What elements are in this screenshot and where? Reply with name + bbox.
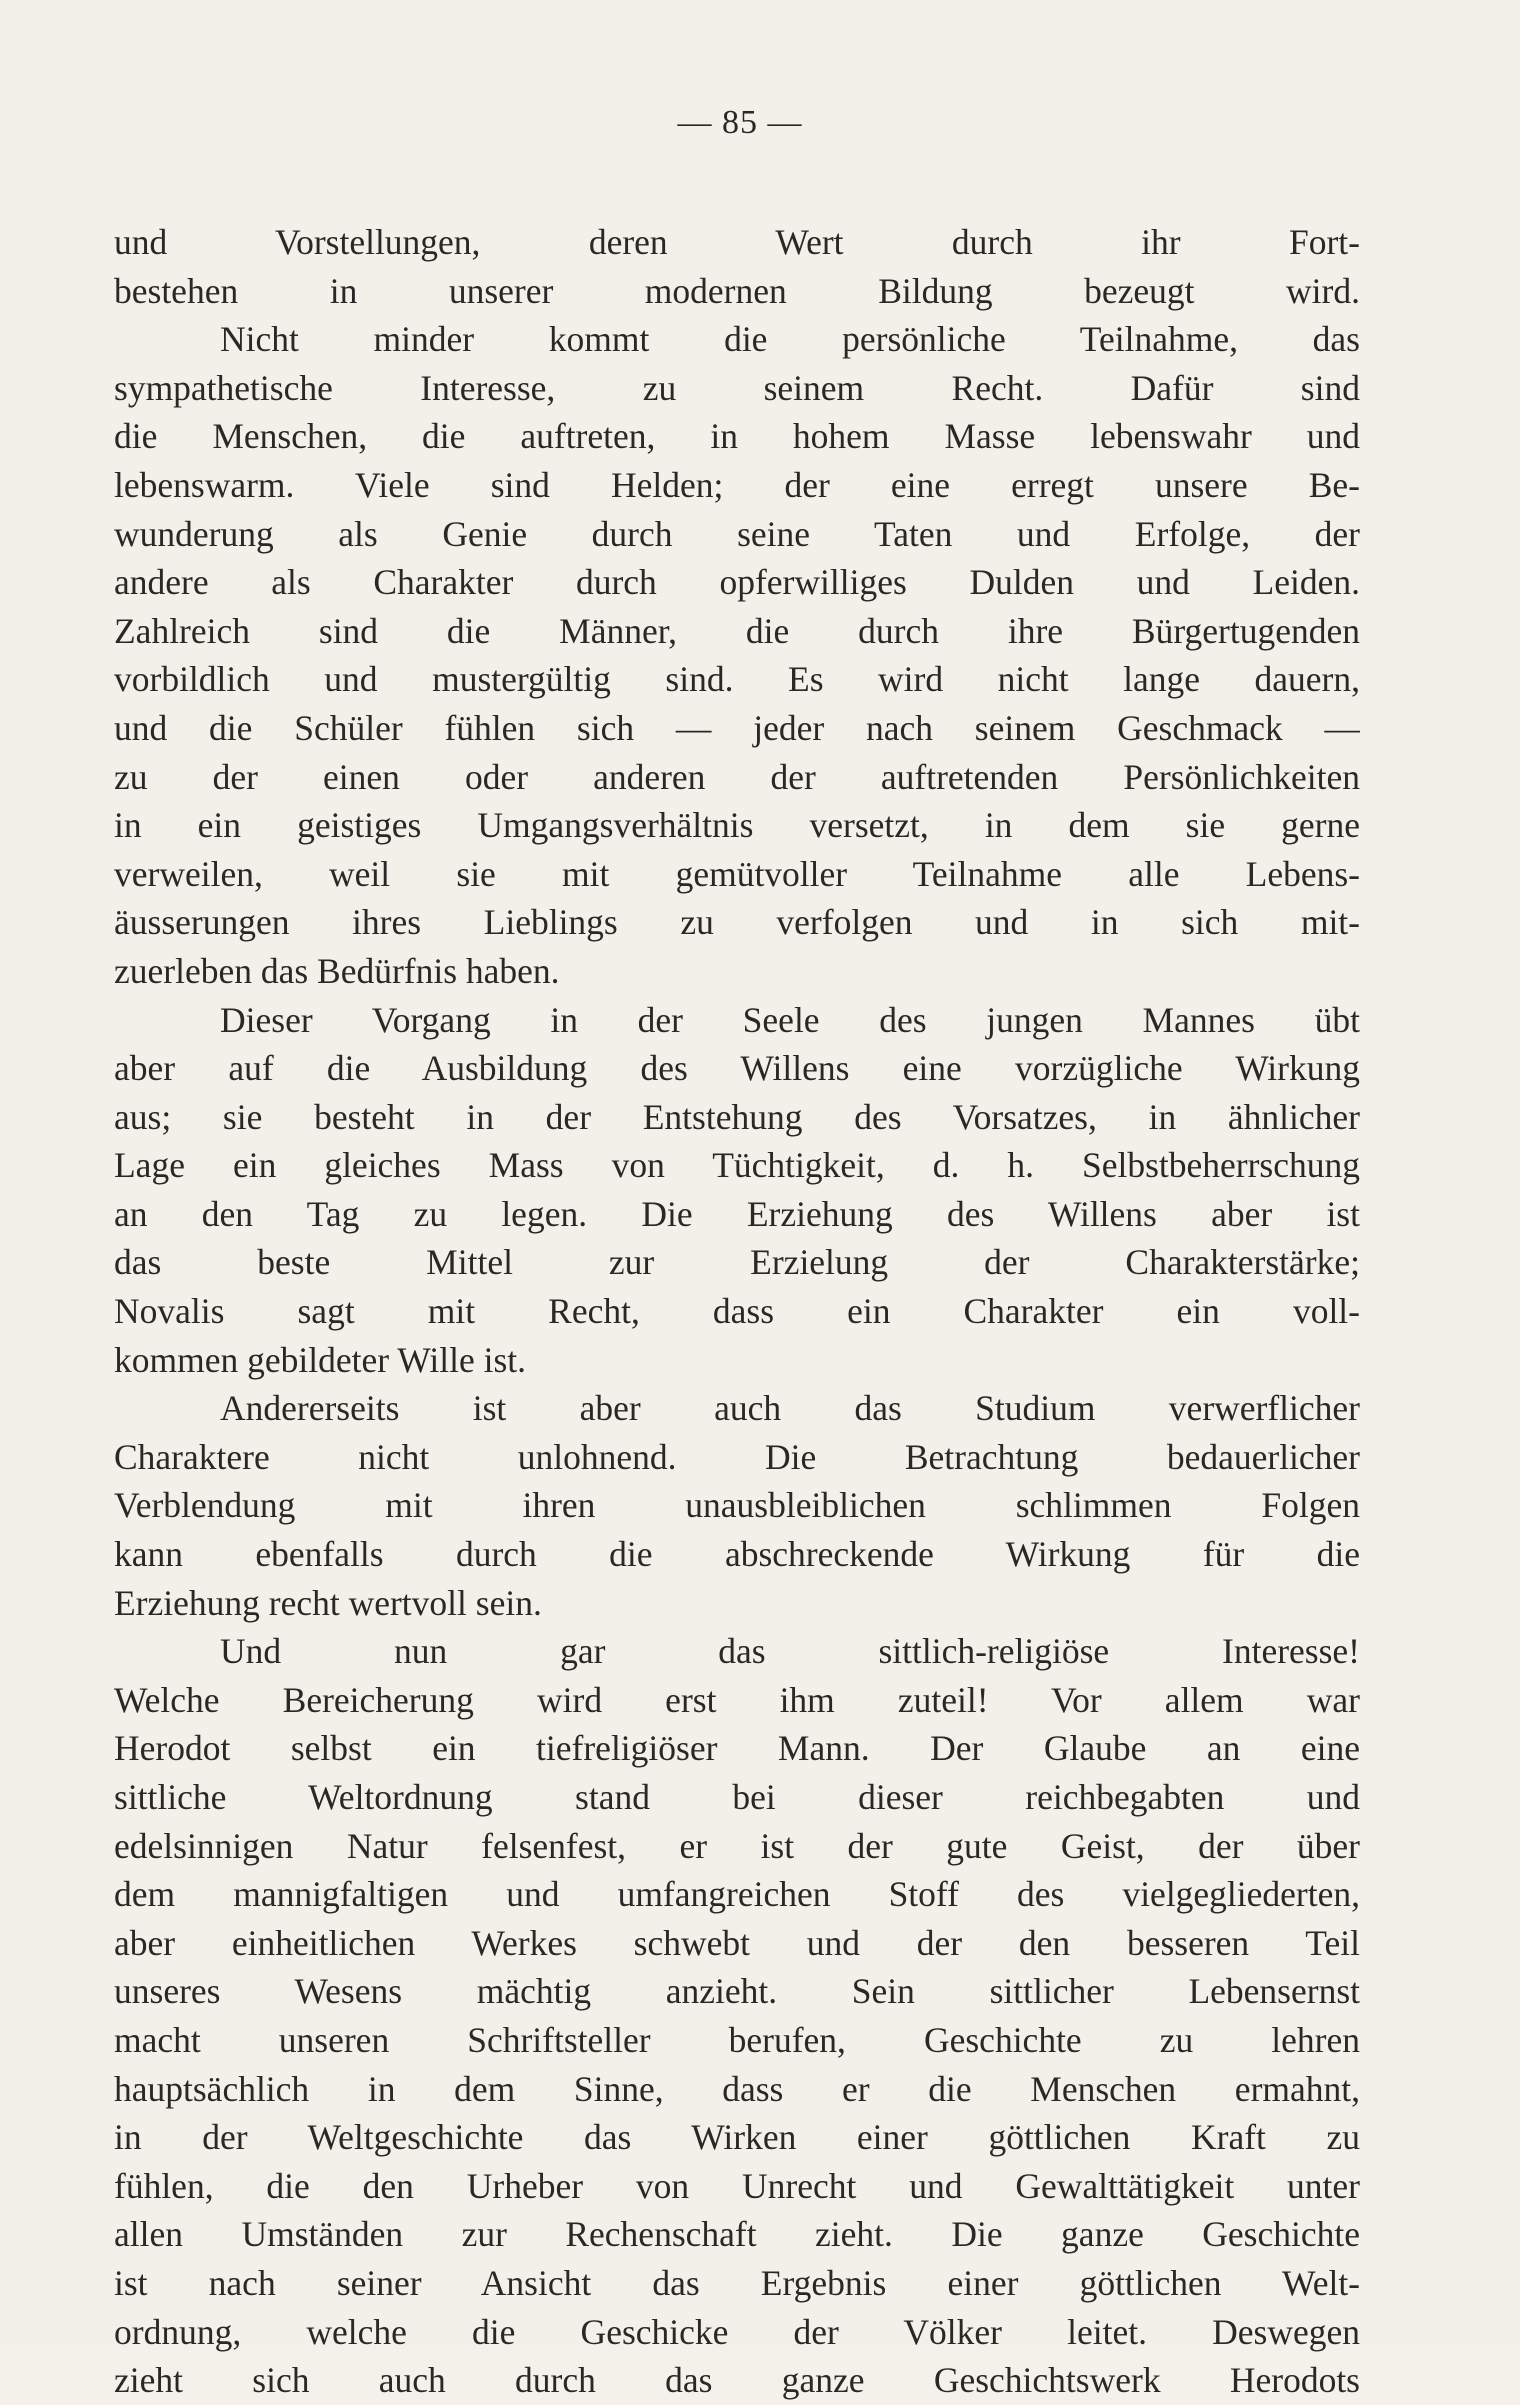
text-line: wunderung als Genie durch seine Taten und Erfolge, der	[114, 513, 1360, 554]
text-line: lebenswarm. Viele sind Helden; der eine erregt unsere Be-	[114, 464, 1360, 505]
body-text	[114, 218, 1360, 2405]
text-line: in ein geistiges Umgangsverhältnis versetzt, in dem sie gerne	[114, 805, 1360, 846]
text-line: an den Tag zu legen. Die Erziehung des Willens aber ist	[114, 1193, 1360, 1234]
text-line: verweilen, weil sie mit gemütvoller Teilnahme alle Lebens-	[114, 853, 1360, 894]
text-line: bestehen in unserer modernen Bildung bezeugt wird.	[114, 270, 1360, 311]
text-line: die Menschen, die auftreten, in hohem Masse lebenswahr und	[114, 416, 1360, 457]
text-line: Andererseits ist aber auch das Studium verwerflicher	[220, 1388, 1360, 1429]
text-line: in der Weltgeschichte das Wirken einer göttlichen Kraft zu	[114, 2117, 1360, 2158]
text-line: ist nach seiner Ansicht das Ergebnis einer göttlichen Welt-	[114, 2262, 1360, 2303]
text-line: äusserungen ihres Lieblings zu verfolgen und in sich mit-	[114, 902, 1360, 943]
text-line: Nicht minder kommt die persönliche Teilnahme, das	[220, 319, 1360, 360]
text-line: zu der einen oder anderen der auftretenden Persönlichkeiten	[114, 756, 1360, 797]
text-line: allen Umständen zur Rechenschaft zieht. Die ganze Geschichte	[114, 2214, 1360, 2255]
page-number: — 85 —	[677, 104, 803, 141]
text-line: aber auf die Ausbildung des Willens eine vorzügliche Wirkung	[114, 1048, 1360, 1089]
text-line: Zahlreich sind die Männer, die durch ihre Bürgertugenden	[114, 610, 1360, 651]
text-line: andere als Charakter durch opferwilliges Dulden und Leiden.	[114, 562, 1360, 603]
text-line: ordnung, welche die Geschicke der Völker leitet. Deswegen	[114, 2311, 1360, 2352]
text-line: aber einheitlichen Werkes schwebt und der den besseren Teil	[114, 1922, 1360, 1963]
text-line: kommen gebildeter Wille ist.	[114, 1339, 526, 1380]
text-line: Dieser Vorgang in der Seele des jungen Mannes übt	[220, 999, 1360, 1040]
text-line: zuerleben das Bedürfnis haben.	[114, 950, 560, 991]
text-line: unseres Wesens mächtig anzieht. Sein sittlicher Lebensernst	[114, 1971, 1360, 2012]
text-line: zieht sich auch durch das ganze Geschichtswerk Herodots	[114, 2360, 1360, 2401]
text-line: aus; sie besteht in der Entstehung des Vorsatzes, in ähnlicher	[114, 1096, 1360, 1137]
text-line: kann ebenfalls durch die abschreckende Wirkung für die	[114, 1534, 1360, 1575]
text-line: Erziehung recht wertvoll sein.	[114, 1582, 542, 1623]
text-line: und die Schüler fühlen sich — jeder nach seinem Geschmack —	[114, 707, 1360, 748]
text-line: dem mannigfaltigen und umfangreichen Stoff des vielgegliederten,	[114, 1874, 1360, 1915]
text-line: und Vorstellungen, deren Wert durch ihr Fort-	[114, 222, 1360, 262]
text-line: Welche Bereicherung wird erst ihm zuteil! Vor allem war	[114, 1679, 1360, 1720]
text-line: sympathetische Interesse, zu seinem Recht. Dafür sind	[114, 367, 1360, 408]
text-line: hauptsächlich in dem Sinne, dass er die Menschen ermahnt,	[114, 2068, 1360, 2109]
text-line: edelsinnigen Natur felsenfest, er ist der gute Geist, der über	[114, 1825, 1360, 1866]
text-line: Herodot selbst ein tiefreligiöser Mann. Der Glaube an eine	[114, 1728, 1360, 1769]
text-line: Lage ein gleiches Mass von Tüchtigkeit, d. h. Selbstbeherrschung	[114, 1145, 1360, 1186]
text-line: fühlen, die den Urheber von Unrecht und Gewalttätigkeit unter	[114, 2165, 1360, 2206]
text-line: das beste Mittel zur Erzielung der Charakterstärke;	[114, 1242, 1360, 1283]
text-line: macht unseren Schriftsteller berufen, Geschichte zu lehren	[114, 2019, 1360, 2060]
text-line: Verblendung mit ihren unausbleiblichen schlimmen Folgen	[114, 1485, 1360, 1526]
text-line: Und nun gar das sittlich-religiöse Interesse!	[220, 1631, 1360, 1672]
text-line: Novalis sagt mit Recht, dass ein Charakter ein voll-	[114, 1291, 1360, 1332]
text-line: Charaktere nicht unlohnend. Die Betrachtung bedauerlicher	[114, 1436, 1360, 1477]
text-line: sittliche Weltordnung stand bei dieser reichbegabten und	[114, 1777, 1360, 1817]
text-line: vorbildlich und mustergültig sind. Es wird nicht lange dauern,	[114, 659, 1360, 700]
